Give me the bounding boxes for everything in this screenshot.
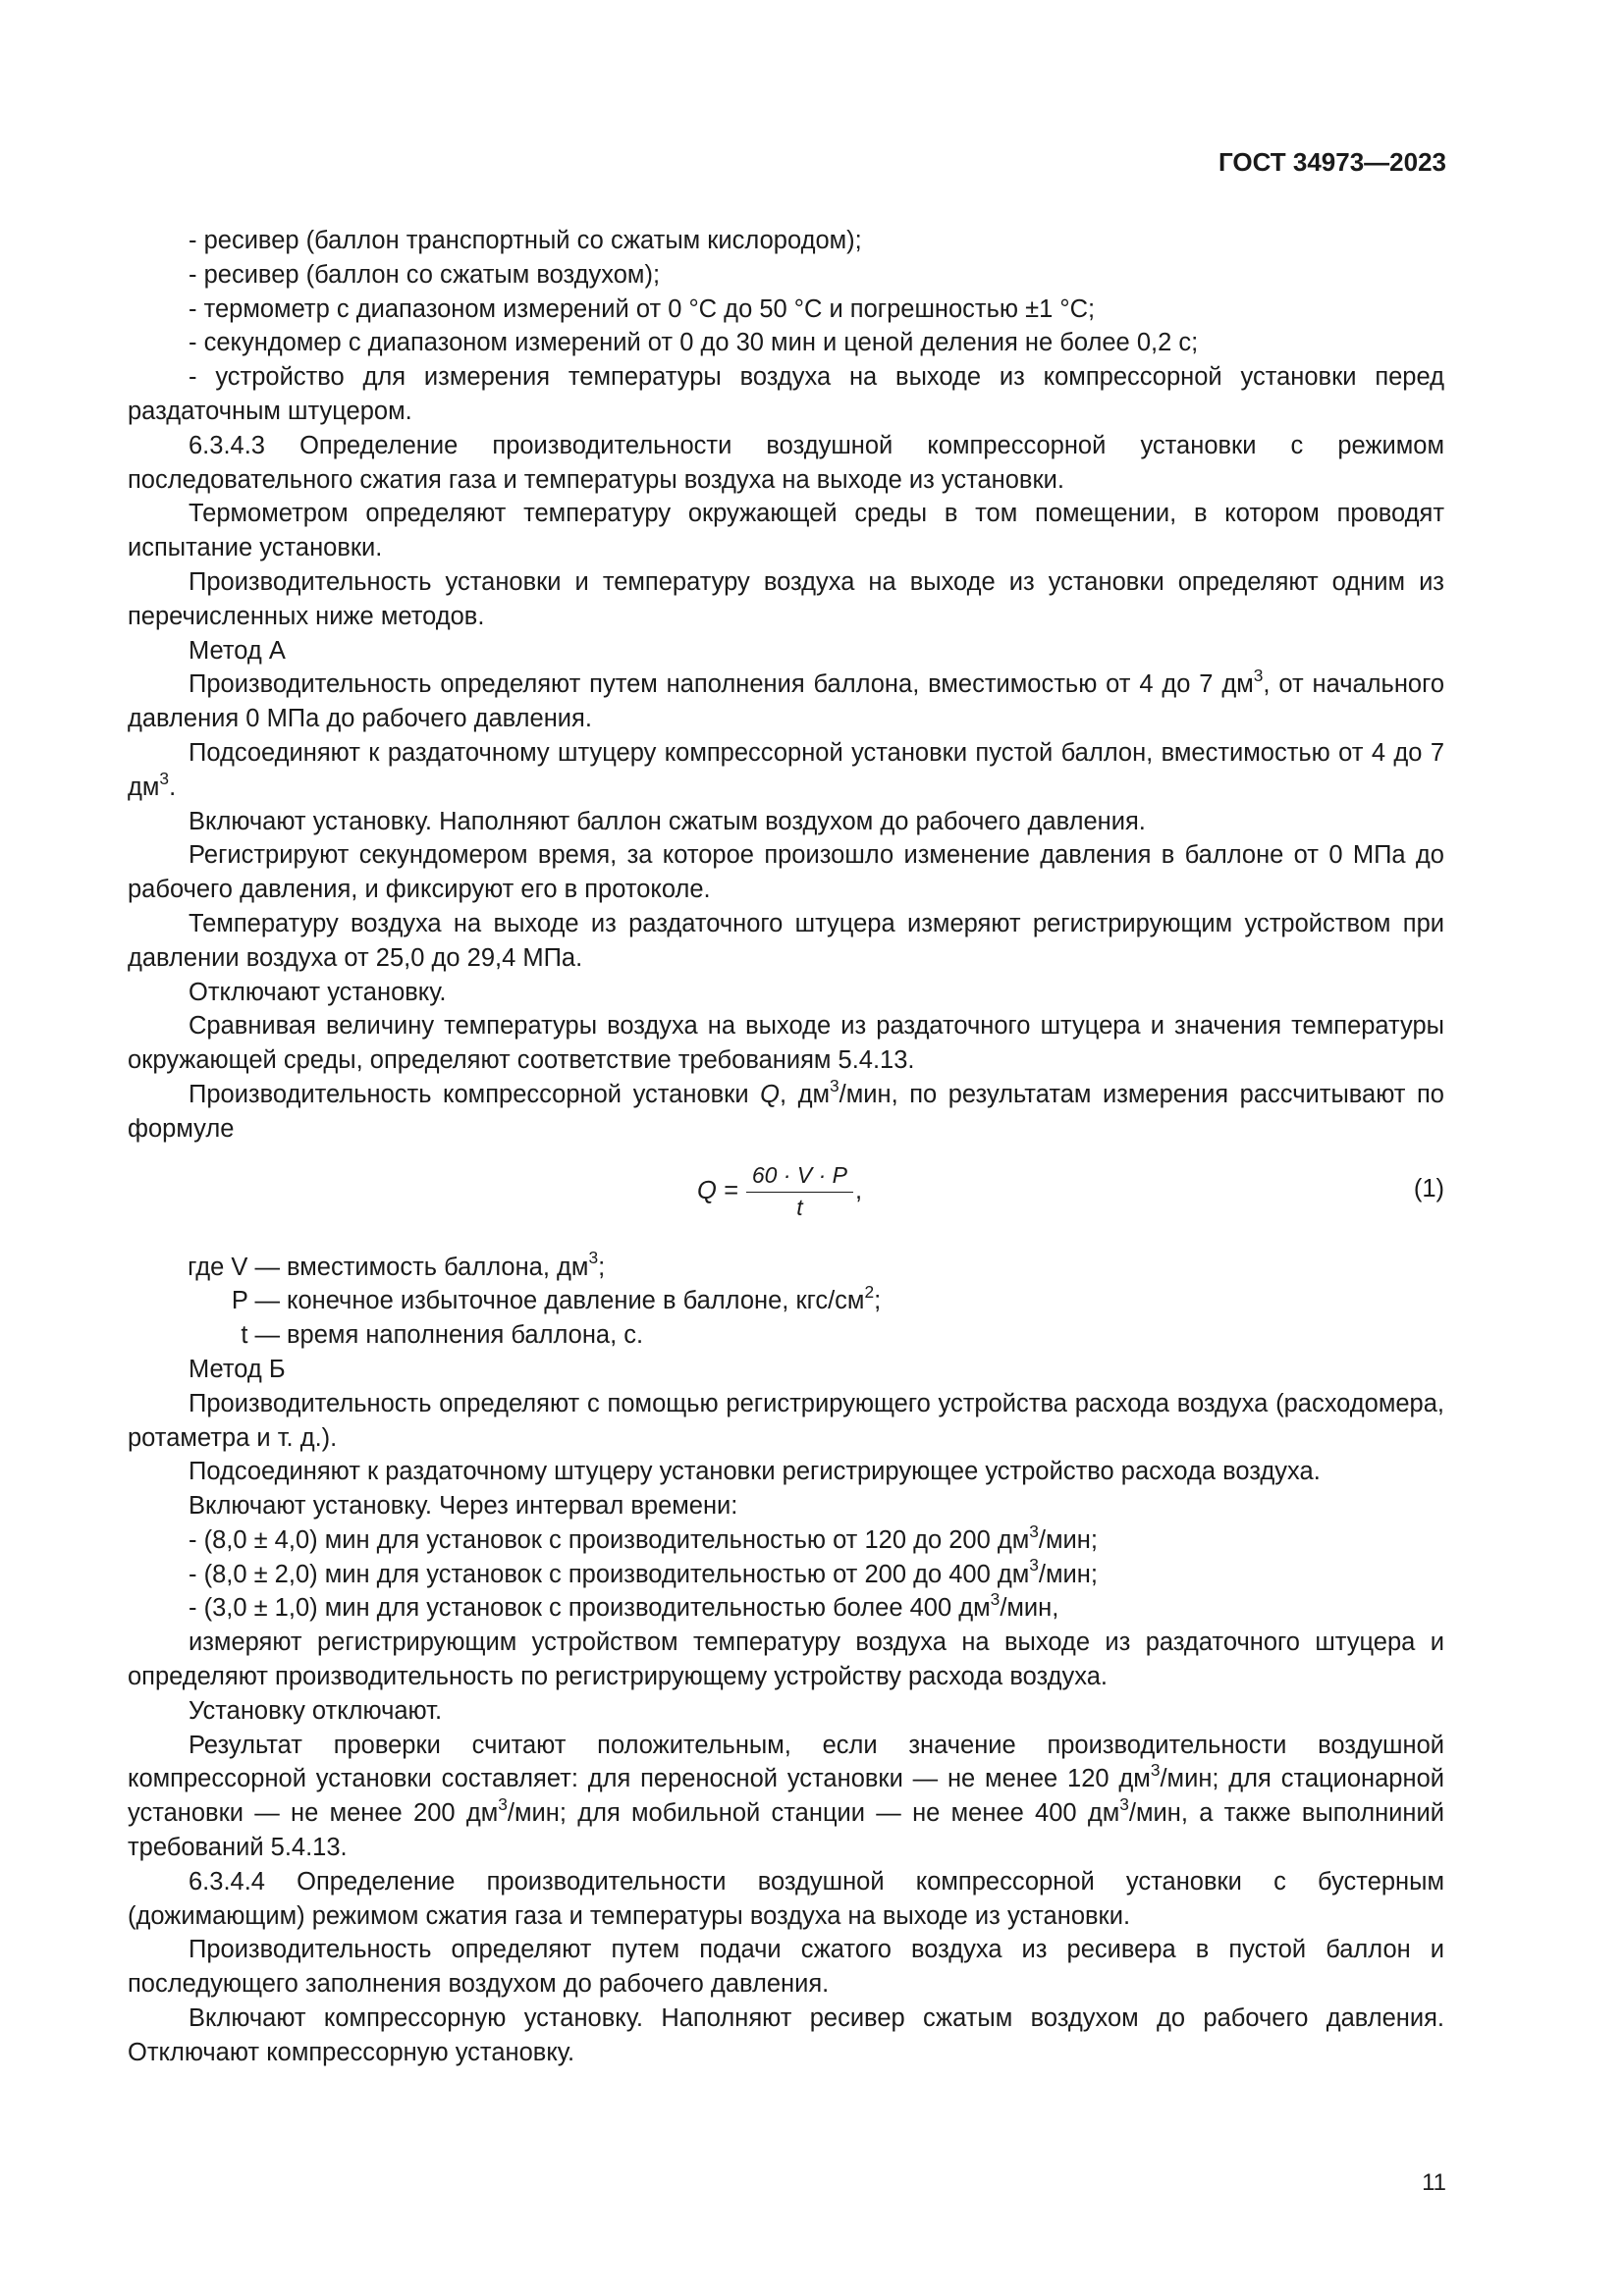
interval-item: - (8,0 ± 2,0) мин для установок с производительностью от 200 до 400 $дм^3$/мин; (189, 1555, 1098, 1588)
formula-number: (1) (1413, 1174, 1444, 1202)
where-item (128, 1318, 1444, 1353)
where-symbol: t — (241, 1321, 280, 1350)
list-item: - секундомер с диапазоном измерений от 0 до 30 мин и ценой деления не более 0,2 с; (189, 329, 1199, 357)
paragraph: Производительность определяют путем подачи сжатого воздуха из ресивера в пустой баллон и последующего заполнения воздухом до рабочего давления. (128, 1936, 1444, 1999)
list-item: - термометр с диапазоном измерений от 0 °С до 50 °С и погрешностью ±1 °С; (189, 294, 1096, 323)
paragraph: Включают установку. Наполняют баллон сжатым воздухом до рабочего давления. (189, 807, 1146, 835)
where-description: время наполнения баллона, с. (287, 1321, 644, 1350)
formula-trail: , (854, 1176, 863, 1204)
paragraph: Температуру воздуха на выходе из раздаточного штуцера измеряют регистрирующим устройством при давлении воздуха от 25,0 до 29,4 МПа. (128, 909, 1444, 972)
paragraph: Сравнивая величину температуры воздуха на выходе из раздаточного штуцера и значения температуры окружающей среды, определяют соответствие требованиям 5.4.13. (128, 1012, 1444, 1075)
formula-1 (128, 1154, 1444, 1245)
page-number: 11 (1422, 2169, 1446, 2196)
method-b-label: Метод Б (189, 1355, 286, 1383)
list-item: - ресивер (баллон со сжатым воздухом); (189, 260, 661, 289)
formula-fraction (746, 1160, 853, 1222)
paragraph: Производительность компрессорной установки Q, $дм^3$/мин, по результатам измерения рассчитывают по формуле (128, 1075, 1444, 1143)
formula-lhs: Q = (697, 1176, 738, 1204)
where-description: вместимость баллона, $дм^3$; (287, 1248, 606, 1281)
paragraph: Отключают установку. (189, 978, 447, 1006)
paragraph: Производительность определяют с помощью регистрирующего устройства расхода воздуха (расходомера, ротаметра и т. д.). (128, 1389, 1444, 1452)
paragraph: Термометром определяют температуру окружающей среды в том помещении, в котором проводят испытание установки. (128, 500, 1444, 562)
document-code: ГОСТ 34973—2023 (1218, 147, 1446, 177)
where-item (128, 1284, 1444, 1318)
paragraph: Подсоединяют к раздаточному штуцеру установки регистрирующее устройство расхода воздуха. (189, 1458, 1321, 1486)
paragraph: Включают установку. Через интервал времени: (189, 1492, 738, 1521)
paragraph: Производительность установки и температуру воздуха на выходе из установки определяют одним из перечисленных ниже методов. (128, 567, 1444, 630)
where-description: конечное избыточное давление в баллоне, кгс/$см^2$; (287, 1282, 882, 1315)
list-item: - устройство для измерения температуры воздуха на выходе из компрессорной установки перед раздаточным штуцером. (128, 363, 1444, 425)
paragraph: Подсоединяют к раздаточному штуцеру компрессорной установки пустой баллон, вместимостью от 4 до 7 $дм^3$. (128, 738, 1444, 801)
list-item: - ресивер (баллон транспортный со сжатым кислородом); (189, 227, 862, 254)
formula-numerator: 60 · V · P (746, 1160, 853, 1193)
interval-item: - (3,0 ± 1,0) мин для установок с производительностью более 400 $дм^3$/мин, (189, 1589, 1059, 1623)
section-6-3-4-4-title: 6.3.4.4 Определение производительности воздушной компрессорной установки с бустерным (дожимающим) режимом сжатия газа и температуры воздуха на выходе из установки. (128, 1867, 1444, 1930)
formula-denominator: t (796, 1194, 803, 1220)
where-symbol: где V — (188, 1253, 280, 1281)
paragraph: Результат проверки считают положительным, если значение производительности воздушной компрессорной установки составляет: для переносной установки — не менее 120 $дм^3$/мин; для стационарной установки — не менее 200 $дм^3$/мин; для мобильной станции — не менее 400 $дм^3$/мин, а также выполниний требований 5.4.13. (128, 1731, 1444, 1862)
interval-item: - (8,0 ± 4,0) мин для установок с производительностью от 120 до 200 $дм^3$/мин; (189, 1521, 1098, 1554)
paragraph: Установку отключают. (189, 1696, 443, 1725)
paragraph: измеряют регистрирующим устройством температуру воздуха на выходе из раздаточного штуцера и определяют производительность по регистрирующему устройству расхода воздуха. (128, 1629, 1444, 1691)
page-body (128, 224, 1444, 2070)
section-6-3-4-3-title: 6.3.4.3 Определение производительности воздушной компрессорной установки с режимом последовательного сжатия газа и температуры воздуха на выходе из установки. (128, 431, 1444, 494)
method-a-label: Метод А (189, 636, 286, 665)
where-item (128, 1248, 1444, 1285)
paragraph: Регистрируют секундомером время, за которое произошло изменение давления в баллоне от 0 МПа до рабочего давления, и фиксируют его в протоколе. (128, 841, 1444, 904)
where-symbol: P — (231, 1287, 280, 1315)
formula-expression (697, 1160, 862, 1222)
paragraph: Включают компрессорную установку. Наполняют ресивер сжатым воздухом до рабочего давления. Отключают компрессорную установку. (128, 2004, 1444, 2066)
paragraph: Производительность определяют путем наполнения баллона, вместимостью от 4 до 7 $дм^3$, от начального давления 0 МПа до рабочего давления. (128, 666, 1445, 733)
